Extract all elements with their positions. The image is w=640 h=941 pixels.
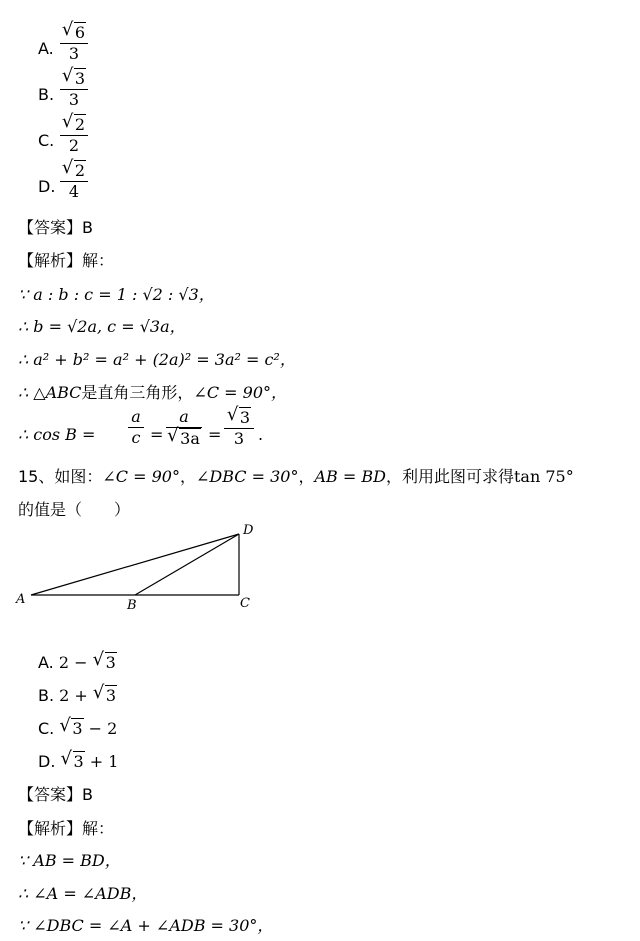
option-label: B.	[38, 85, 55, 104]
tan-75: tan 75°	[513, 467, 574, 486]
q15-stem	[18, 467, 574, 487]
option-fraction: √ 2 4	[60, 160, 88, 202]
fraction-numerator: 2	[74, 161, 86, 180]
q15-analysis-line-2: ∴ ∠A = ∠ADB，	[18, 884, 148, 903]
q14-analysis-line-2: ∴ b = √2a, c = √3a，	[18, 317, 186, 336]
option-label: D.	[38, 177, 56, 196]
angle-c-value: ∠C = 90°，	[193, 383, 288, 402]
point-label-a: A	[16, 592, 26, 607]
fraction-denominator: 4	[68, 182, 80, 201]
q14-analysis-line-1: ∵ a : b : c = 1 : √2 : √3，	[18, 285, 215, 304]
point-label-c: C	[240, 596, 250, 611]
fraction-numerator: 3	[239, 408, 251, 427]
q15-analysis-heading: 【解析】解：	[18, 819, 115, 838]
q14-analysis-line-4	[18, 383, 287, 403]
option-radicand: 3	[105, 653, 116, 672]
q15-option-b: B. 2 + √ 3	[38, 682, 117, 705]
point-label-d: D	[243, 523, 254, 538]
q15-analysis-line-1: ∵ AB = BD，	[18, 851, 121, 870]
option-expression-pre: 2 −	[58, 653, 93, 672]
option-radicand: 3	[72, 719, 83, 738]
q15-answer: 【答案】B	[18, 785, 93, 804]
fraction-numerator: a	[131, 407, 141, 426]
cos-b-prefix: ∴ cos B =	[18, 425, 96, 444]
option-expression-post: + 1	[84, 752, 119, 771]
option-label: B.	[38, 686, 55, 705]
option-label: C.	[38, 719, 55, 738]
fraction-numerator: 2	[74, 115, 86, 134]
fraction-sqrt3-over-3: √ 3 3	[224, 407, 254, 449]
separator: ，	[179, 467, 196, 486]
q15-geometry-figure	[0, 515, 280, 615]
fraction-denominator: 3	[233, 429, 245, 448]
stem-text: ，利用此图可求得	[385, 467, 514, 486]
option-expression-post: − 2	[83, 719, 118, 738]
segment-ad	[31, 534, 239, 595]
q14-answer: 【答案】B	[18, 218, 93, 237]
point-label-b: B	[127, 598, 137, 613]
q15-option-a: A. 2 − √ 3	[38, 649, 116, 672]
right-triangle-text: 是直角三角形，	[81, 383, 194, 402]
q14-analysis-line-3: ∴ a² + b² = a² + (2a)² = 3a² = c²，	[18, 350, 296, 369]
option-fraction: √ 2 2	[60, 114, 88, 156]
option-label: A.	[38, 653, 54, 672]
question-number: 15、如图：	[18, 467, 103, 486]
fraction-numerator: a	[179, 407, 189, 426]
option-radicand: 3	[73, 752, 84, 771]
q15-option-d: D. √ 3 + 1	[38, 748, 119, 771]
option-label: C.	[38, 131, 55, 150]
fraction-denominator: 2	[68, 136, 80, 155]
separator: ，	[298, 467, 315, 486]
segment-bd	[135, 534, 239, 595]
fraction-a-over-sqrt3a: a √ 3a	[166, 407, 202, 449]
fraction-denominator: 3a	[180, 429, 200, 448]
fraction-numerator: 3	[74, 69, 86, 88]
option-fraction: √ 3 3	[60, 68, 88, 110]
option-label: D.	[38, 752, 56, 771]
fraction-denominator: 3	[68, 44, 80, 63]
fraction-denominator: 3	[68, 90, 80, 109]
angle-dbc-30: ∠DBC = 30°	[195, 467, 299, 486]
q14-analysis-heading: 【解析】解：	[18, 251, 115, 270]
fraction-numerator: 6	[74, 23, 86, 42]
ab-equals-bd: AB = BD	[314, 467, 386, 486]
option-expression-pre: 2 +	[59, 686, 93, 705]
triangle-abc: ∴ △ABC	[18, 383, 82, 402]
option-label: A.	[38, 39, 54, 58]
q15-analysis-line-3: ∵ ∠DBC = ∠A + ∠ADB = 30°，	[18, 916, 274, 935]
option-radicand: 3	[105, 686, 117, 705]
fraction-a-over-c	[128, 407, 144, 448]
angle-c-90: ∠C = 90°	[102, 467, 180, 486]
q15-option-c: C. √ 3 − 2	[38, 715, 118, 738]
option-fraction: √ 6 3	[60, 22, 88, 64]
fraction-denominator: c	[131, 428, 141, 447]
q15-stem-line-2: 的值是（ ）	[18, 500, 131, 519]
